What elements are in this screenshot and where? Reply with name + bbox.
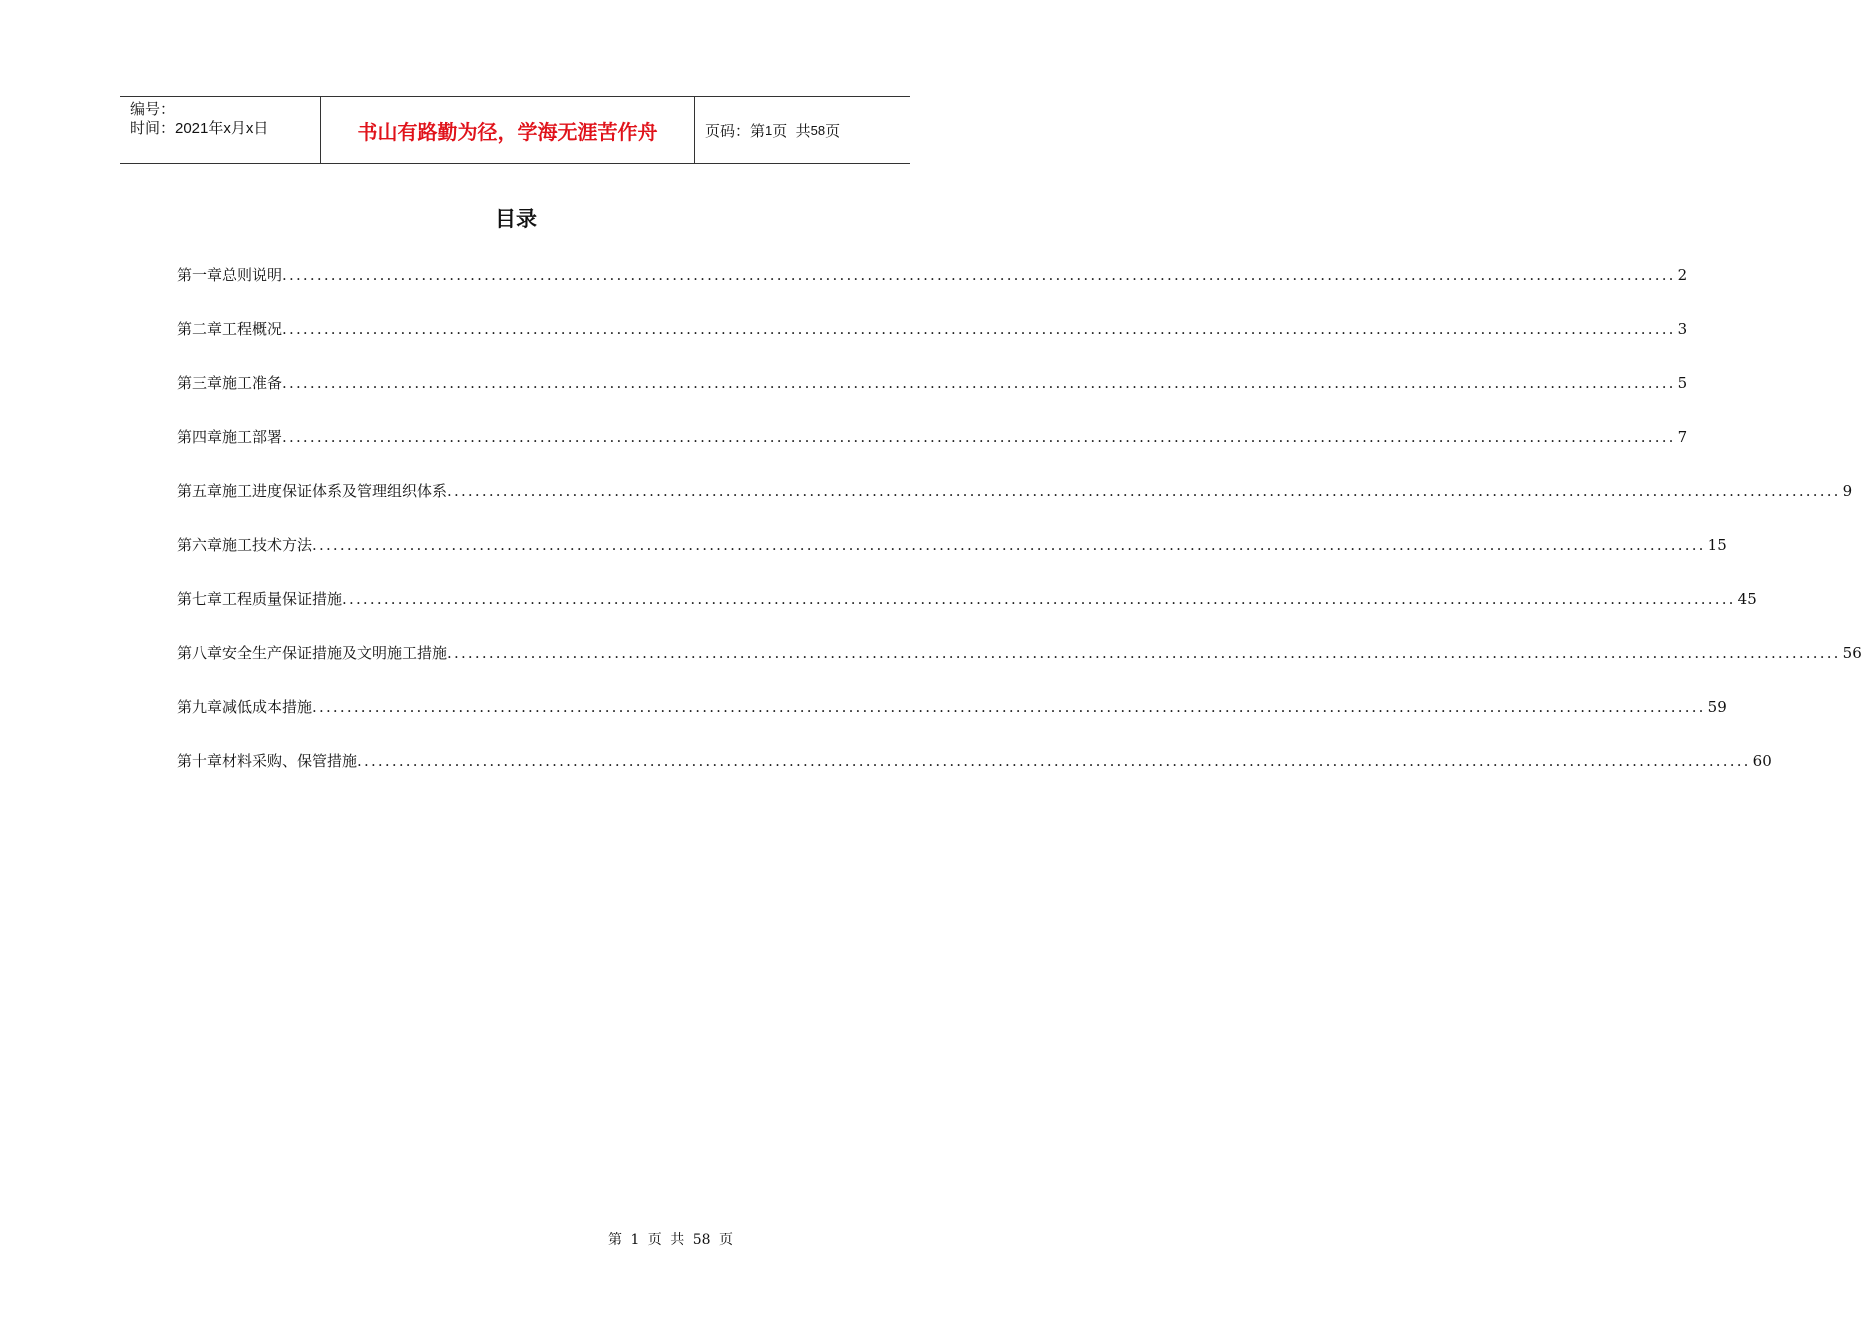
toc-page-number: 15: [1707, 536, 1727, 554]
page-total: 58: [810, 122, 826, 138]
toc-entry[interactable]: [177, 640, 1862, 694]
toc-page-number: 9: [1842, 482, 1853, 500]
toc-page-number: 60: [1752, 752, 1772, 770]
toc-chapter-number: 第七章: [177, 590, 223, 608]
toc-entry[interactable]: [177, 694, 1727, 748]
toc-entry[interactable]: [177, 478, 1853, 532]
page-footer: 第 1 页 共 58 页: [608, 1232, 733, 1248]
toc-entry[interactable]: [177, 586, 1757, 640]
toc-chapter-number: 第九章: [177, 698, 223, 716]
toc-chapter-title: 安全生产保证措施及文明施工措施: [222, 644, 448, 662]
page-current: 1: [765, 122, 773, 138]
header-motto: 书山有路勤为径，学海无涯苦作舟: [321, 97, 695, 163]
page-prefix: 页码：第: [705, 122, 766, 140]
toc-chapter-number: 第十章: [177, 752, 223, 770]
toc-dot-leader: ........................................................................................................................................................................................................: [447, 482, 1841, 500]
document-date: 时间：2021年x月x日: [130, 120, 269, 137]
header-page-info: [695, 97, 910, 163]
toc-entry[interactable]: [177, 532, 1727, 586]
toc-chapter-number: 第八章: [177, 644, 223, 662]
toc-page-number: 7: [1677, 428, 1688, 446]
toc-page-number: 2: [1677, 266, 1688, 284]
page-middle: 页 共: [772, 122, 811, 140]
toc-chapter-title: 施工部署: [222, 428, 283, 446]
toc-chapter-title: 施工技术方法: [222, 536, 313, 554]
toc-chapter-title: 施工进度保证体系及管理组织体系: [222, 482, 448, 500]
toc-page-number: 3: [1677, 320, 1688, 338]
toc-chapter-number: 第二章: [177, 320, 223, 338]
toc-chapter-number: 第三章: [177, 374, 223, 392]
document-number-label: 编号：: [130, 101, 176, 118]
toc-dot-leader: ........................................................................................................................................................................................................: [282, 320, 1676, 338]
toc-chapter-title: 材料采购、保管措施: [222, 752, 358, 770]
toc-page-number: 5: [1677, 374, 1688, 392]
toc-dot-leader: ........................................................................................................................................................................................................: [312, 698, 1706, 716]
toc-chapter-number: 第一章: [177, 266, 223, 284]
toc-chapter-title: 总则说明: [222, 266, 283, 284]
toc-page-number: 45: [1737, 590, 1757, 608]
toc-chapter-title: 减低成本措施: [222, 698, 313, 716]
toc-dot-leader: ........................................................................................................................................................................................................: [282, 428, 1676, 446]
toc-chapter-number: 第五章: [177, 482, 223, 500]
toc-entry[interactable]: [177, 262, 1688, 316]
toc-dot-leader: ........................................................................................................................................................................................................: [312, 536, 1706, 554]
toc-dot-leader: ........................................................................................................................................................................................................: [342, 590, 1736, 608]
toc-chapter-title: 施工准备: [222, 374, 283, 392]
toc-entry[interactable]: [177, 424, 1688, 478]
header-table: [120, 96, 910, 164]
toc-chapter-number: 第六章: [177, 536, 223, 554]
toc-dot-leader: ........................................................................................................................................................................................................: [357, 752, 1751, 770]
toc-chapter-number: 第四章: [177, 428, 223, 446]
page-suffix: 页: [825, 122, 841, 140]
toc-entry[interactable]: [177, 316, 1688, 370]
header-info-cell: [120, 97, 321, 163]
toc-page-number: 59: [1707, 698, 1727, 716]
toc-title: 目录: [495, 207, 537, 231]
toc-chapter-title: 工程质量保证措施: [222, 590, 343, 608]
toc-entry[interactable]: [177, 370, 1688, 424]
toc-dot-leader: ........................................................................................................................................................................................................: [282, 266, 1676, 284]
toc-dot-leader: ........................................................................................................................................................................................................: [447, 644, 1841, 662]
toc-entry[interactable]: [177, 748, 1772, 802]
toc-page-number: 56: [1842, 644, 1862, 662]
table-of-contents: [177, 262, 1862, 802]
toc-chapter-title: 工程概况: [222, 320, 283, 338]
toc-dot-leader: ........................................................................................................................................................................................................: [282, 374, 1676, 392]
